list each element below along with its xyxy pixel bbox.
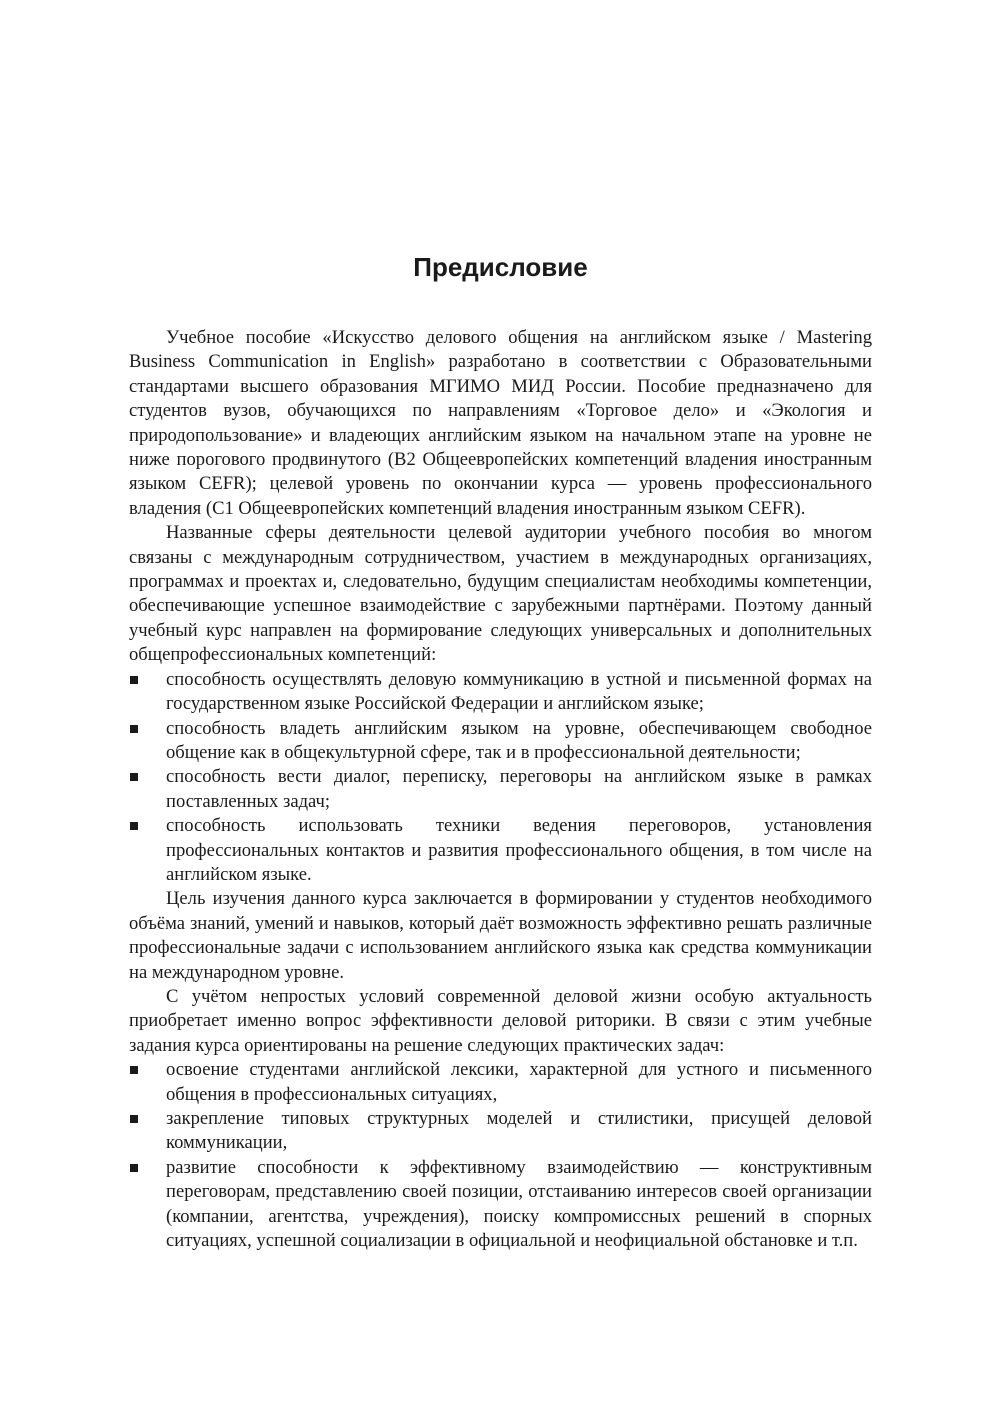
list-item-text: способность осуществлять деловую коммуникацию в устной и письменной формах на государственном языке Российской Федерации и английском языке; <box>166 668 872 715</box>
bullet-square-icon <box>130 1115 138 1123</box>
page-title: Предисловие <box>413 252 588 282</box>
tasks-list <box>129 1058 872 1253</box>
list-item <box>129 1107 872 1156</box>
bullet-square-icon <box>130 1066 138 1074</box>
list-item <box>129 668 872 717</box>
paragraph-tasks-lead: С учётом непростых условий современной деловой жизни особую актуальность приобретает именно вопрос эффективности деловой риторики. В связи с этим учебные задания курса ориентированы на решение следующих практических задач: <box>129 985 872 1056</box>
list-item <box>129 717 872 766</box>
list-item-text: способность владеть английским языком на уровне, обеспечивающем свободное общение как в общекультурной сфере, так и в профессиональной деятельности; <box>166 717 872 763</box>
bullet-square-icon <box>130 822 138 830</box>
bullet-square-icon <box>130 725 138 733</box>
paragraph-intro: Учебное пособие «Искусство делового общения на английском языке / Mastering Business Communication in English» разработано в соответствии с Образовательными стандартами высшего образования МГИМО МИД России. Пособие предназначено для студентов вузов, обучающихся по направлениям «Торговое дело» и «Экология и природопользование» и владеющих английским языком на начальном этапе на уровне не ниже порогового продвинутого (B2 Общеевропейских компетенций владения иностранным языком CEFR); целевой уровень по окончании курса — уровень профессионального владения (C1 Общеевропейских компетенций владения иностранным языком CEFR). <box>129 327 872 519</box>
list-item <box>129 814 872 887</box>
list-item-text: способность использовать техники ведения переговоров, установления профессиональных контактов и развития профессионального общения, в том числе на английском языке. <box>166 815 872 885</box>
bullet-square-icon <box>130 676 138 684</box>
list-item-text: развитие способности к эффективному взаимодействию — конструктивным переговорам, представлению своей позиции, отстаиванию интересов своей организации (компании, агентства, учреждения), поиску компромиссных решений в спорных ситуациях, успешной социализации в официальной и неофициальной обстановке и т.п. <box>166 1156 872 1252</box>
paragraph-course-goal: Цель изучения данного курса заключается в формировании у студентов необходимого объёма знаний, умений и навыков, который даёт возможность эффективно решать различные профессиональные задачи с использованием английского языка как средства коммуникации на международном уровне. <box>129 888 872 983</box>
list-item-text: освоение студентами английской лексики, характерной для устного и письменного общения в профессиональных ситуациях, <box>166 1059 872 1105</box>
list-item <box>129 1058 872 1107</box>
list-item-text: способность вести диалог, переписку, переговоры на английском языке в рамках поставленных задач; <box>166 766 872 812</box>
list-item <box>129 1156 872 1254</box>
list-item-text: закрепление типовых структурных моделей и стилистики, присущей деловой коммуникации, <box>166 1108 872 1154</box>
paragraph-competencies-lead: Названные сферы деятельности целевой аудитории учебного пособия во многом связаны с международным сотрудничеством, участием в международных организациях, программах и проектах и, следовательно, будущим специалистам необходимы компетенции, обеспечивающие успешное взаимодействие с зарубежными партнёрами. Поэтому данный учебный курс направлен на формирование следующих универсальных и дополнительных общепрофессиональных компетенций: <box>129 522 872 666</box>
page-content <box>129 250 872 1253</box>
competencies-list <box>129 668 872 888</box>
bullet-square-icon <box>130 773 138 781</box>
bullet-square-icon <box>130 1164 138 1172</box>
list-item <box>129 765 872 814</box>
